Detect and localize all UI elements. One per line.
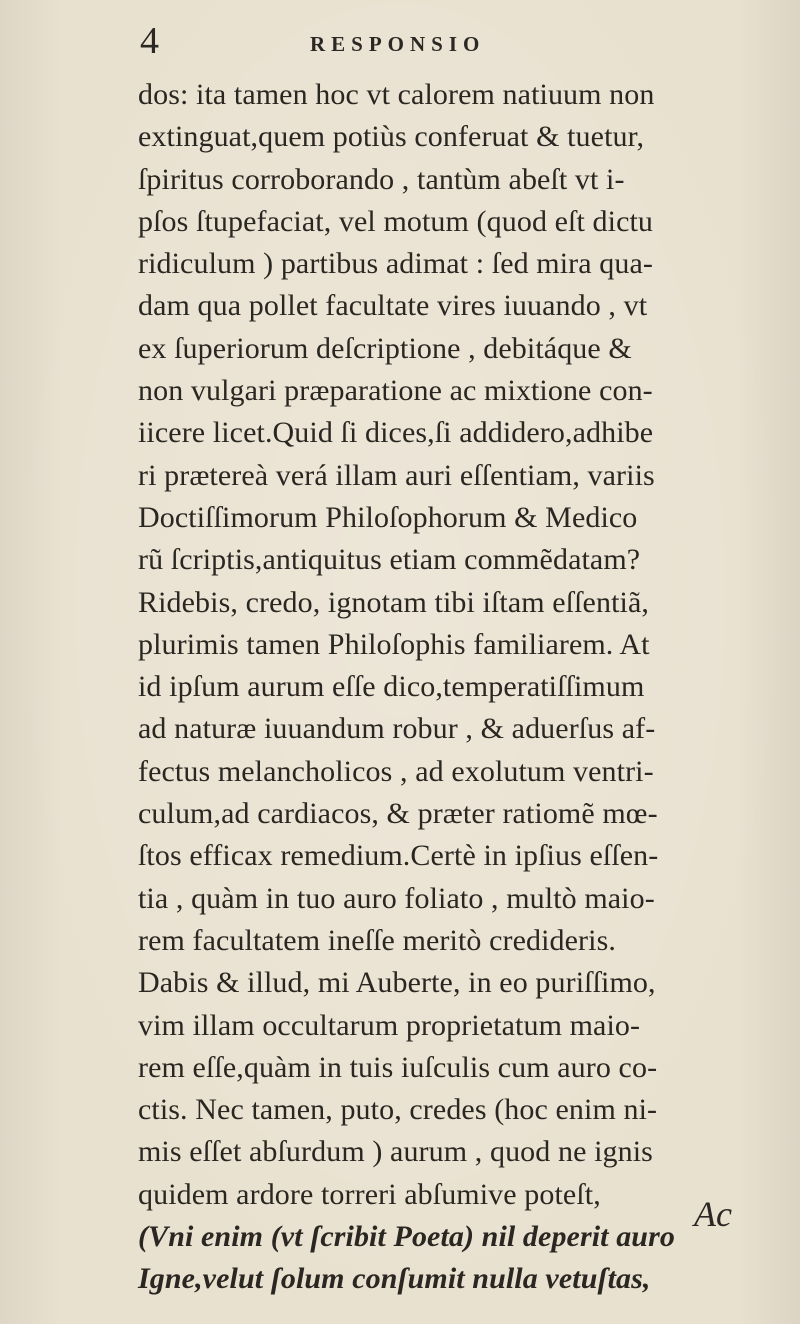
text-line: ctis. Nec tamen, puto, credes (hoc enim ni- [138,1093,658,1127]
text-line: dos: ita tamen hoc vt calorem natiuum non [138,78,655,111]
text-line: dam qua pollet facultate vires iuuando , vt [138,289,648,323]
text-line: Ridebis, credo, ignotam tibi iſtam eſſentiã, [138,585,649,619]
text-line: quidem ardore torreri abſumive poteſt, [138,1177,601,1211]
text-line: iicere licet.Quid ſi dices,ſi addidero,adhibe [138,416,654,450]
text-line: fectus melancholicos , ad exolutum ventri- [138,754,654,788]
running-head: RESPONSIO [310,32,486,56]
catchword: Ac [694,1194,732,1234]
text-line: ri prætereà verá illam auri eſſentiam, variis [138,458,655,492]
body-text [138,74,798,1301]
page-number: 4 [140,20,159,62]
text-line: rem facultatem ineſſe meritò credideris. [138,923,616,957]
text-line: rũ ſcriptis,antiquitus etiam commẽdatam? [138,543,641,577]
text-line: id ipſum aurum eſſe dico,temperatiſſimum [138,670,645,704]
verse-line: (Vni enim (vt ſcribit Poeta) nil deperit auro [138,1220,675,1254]
text-line: Doctiſſimorum Philoſophorum & Medico [138,500,638,534]
text-line: plurimis tamen Philoſophis familiarem. At [138,627,650,661]
text-line: ridiculum ) partibus adimat : ſed mira qua- [138,247,653,281]
text-line: mis eſſet abſurdum ) aurum , quod ne ignis [138,1135,653,1169]
text-line: ſpiritus corroborando , tantùm abeſt vt i- [138,162,625,196]
text-line: extinguat,quem potiùs conferuat & tuetur, [138,120,645,154]
page-header [0,12,800,60]
text-line: non vulgari præparatione ac mixtione con- [138,374,653,408]
text-line: Dabis & illud, mi Auberte, in eo puriſſimo, [138,966,656,1000]
text-line: rem eſſe,quàm in tuis iuſculis cum auro co- [138,1050,658,1084]
text-line: culum,ad cardiacos, & præter ratiomẽ mœ- [138,797,658,831]
verse-line: Igne,velut ſolum conſumit nulla vetuſtas, [138,1262,651,1296]
text-line: pſos ſtupefaciat, vel motum (quod eſt dictu [138,204,654,238]
text-line: ſtos efficax remedium.Certè in ipſius eſſen- [138,839,659,873]
text-line: tia , quàm in tuo auro foliato , multò maio- [138,881,655,915]
text-line: vim illam occultarum proprietatum maio- [138,1008,641,1042]
text-line: ad naturæ iuuandum robur , & aduerſus af- [138,712,656,746]
text-line: ex ſuperiorum deſcriptione , debitáque & [138,331,632,365]
